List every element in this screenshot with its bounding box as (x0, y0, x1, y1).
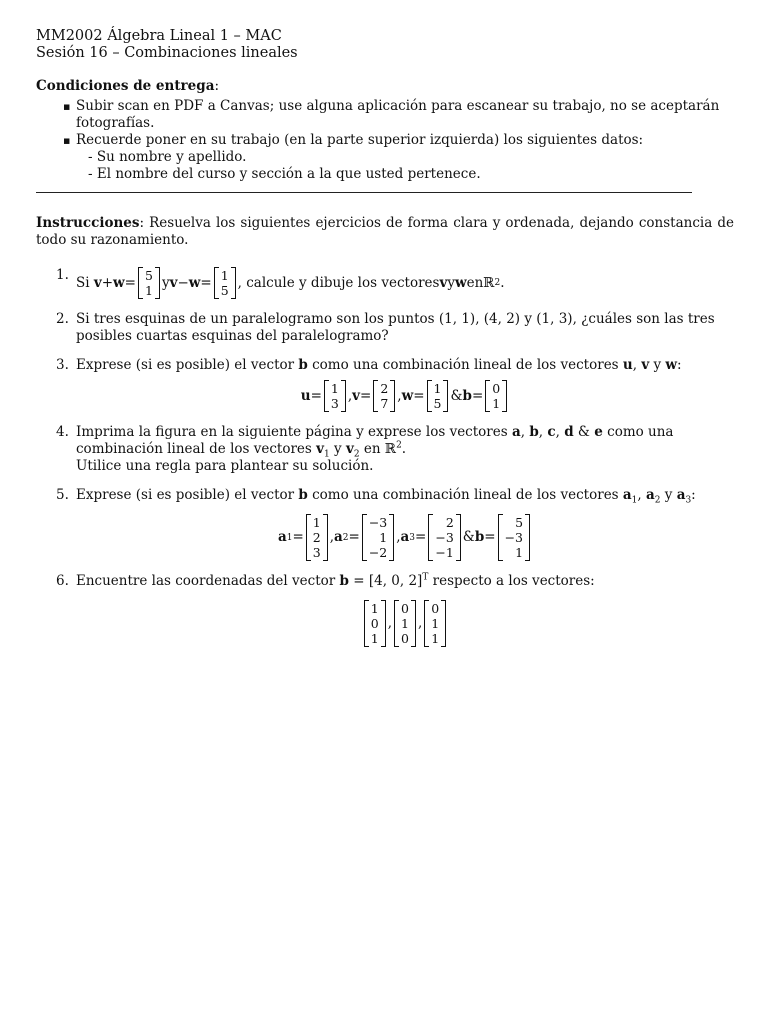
ex5-equation: a 1 = 1 2 3 , a 2 = −3 1 −2 , a 3 = 2 −3 −1 & b = 5 −3 1 (76, 514, 734, 561)
equals-sign: = (471, 387, 484, 404)
equals-sign: = (484, 529, 496, 545)
equals-sign: = (200, 274, 212, 291)
divider (36, 192, 692, 193)
matrix-basis-3: 0 1 1 (424, 600, 446, 647)
ex3-text: como una combinación lineal de los vectores (307, 357, 623, 373)
matrix-v-minus-w: 1 5 (214, 267, 236, 299)
instructions-text: : Resuelva los siguientes ejercicios de forma clara y ordenada, dejando constancia de todo su razonamiento. (36, 215, 734, 248)
ex3-equation (76, 380, 734, 412)
comma: , (555, 424, 565, 440)
ampersand: & (573, 424, 595, 440)
exercise-number: 4. (56, 424, 69, 440)
exercise-number: 3. (56, 357, 69, 373)
equals-sign: = (348, 529, 360, 545)
vector-v: v (352, 387, 361, 404)
separator: , (396, 529, 401, 545)
vector-b: b (298, 357, 308, 373)
separator: , (387, 615, 393, 631)
subscript: 1 (631, 495, 638, 506)
subscript: 3 (685, 495, 692, 506)
ex1-text: y (447, 274, 455, 291)
ex4-ruler-note: Utilice una regla para plantear su solución. (76, 458, 374, 474)
vector-w: w (188, 274, 201, 291)
matrix-basis-2: 0 1 0 (394, 600, 416, 647)
vector-v: v (316, 441, 324, 457)
ampersand: & (450, 387, 463, 404)
matrix-v: 2 7 (373, 380, 395, 412)
vector-a2: a (645, 487, 655, 503)
vector-b: b (339, 573, 349, 589)
ex5-text: y (660, 487, 677, 503)
period: . (500, 274, 505, 291)
exercise-number: 1. (56, 267, 69, 283)
plus-sign: + (101, 274, 114, 291)
ex1-text: Si (76, 274, 90, 291)
separator: , (397, 387, 402, 404)
vector-v: v (169, 274, 178, 291)
ex5-text: como una combinación lineal de los vectores (307, 487, 623, 503)
exercise-1: 1. Si v + w = 5 1 y v − w = 1 5 , calcule y dibuje los vectores v y w en ℝ 2 . (56, 267, 505, 298)
ex1-text: y (161, 274, 170, 291)
vector-c: c (547, 424, 556, 440)
course-title: MM2002 Álgebra Lineal 1 – MAC (36, 28, 282, 44)
conditions-list (36, 98, 734, 183)
period: . (401, 441, 407, 457)
real-space-symbol: ℝ (483, 274, 495, 291)
colon: : (677, 357, 682, 373)
comma: , (637, 487, 646, 503)
matrix-w: 1 5 (427, 380, 449, 412)
ex4-text: y (329, 441, 346, 457)
subscript: 1 (324, 449, 330, 460)
equals-sign: = (292, 529, 304, 545)
vector-b: b (529, 424, 539, 440)
exercise-number: 6. (56, 573, 69, 589)
ex2-text: Si tres esquinas de un paralelogramo son los puntos (1, 1), (4, 2) y (1, 3), ¿cuáles son las tres posibles cuartas esquinas del paralelogramo? (76, 311, 715, 344)
exercise-6 (36, 573, 734, 652)
condition-sub-item: - Su nombre y apellido. (88, 149, 247, 165)
equals-sign: = (310, 387, 322, 404)
vector-b: b (298, 487, 308, 503)
equals-sign: = (360, 387, 372, 404)
vector-d: d (564, 424, 574, 440)
ex3-text: y (649, 357, 666, 373)
vector-a3: a (676, 487, 686, 503)
subscript: 2 (353, 449, 360, 460)
exercise-3 (36, 357, 734, 412)
matrix-a3: 2 −3 −1 (428, 514, 460, 561)
ex1-text: , calcule y dibuje los vectores (237, 274, 440, 291)
matrix-b: 5 −3 1 (498, 514, 530, 561)
session-title: Sesión 16 – Combinaciones lineales (36, 45, 298, 61)
ex1-text: en (466, 274, 484, 291)
equals-sign: = (124, 274, 136, 291)
vector-w: w (113, 274, 125, 291)
condition-text: Recuerde poner en su trabajo (en la parte superior izquierda) los siguientes datos: (76, 132, 644, 148)
instructions (36, 215, 734, 249)
vector-e: e (594, 424, 603, 440)
equals-sign: = (415, 529, 427, 545)
vector-v: v (641, 357, 650, 373)
vector-b: b (462, 387, 472, 404)
vector-a2: a (334, 529, 343, 545)
exercise-number: 5. (56, 487, 69, 503)
minus-sign: − (177, 274, 189, 291)
vector-w: w (665, 357, 678, 373)
vector-w: w (401, 387, 414, 404)
instructions-label: Instrucciones (36, 215, 140, 231)
exercise-list (36, 267, 734, 652)
conditions-heading (36, 78, 734, 95)
exercise-number: 2. (56, 311, 69, 327)
vector-u: u (300, 387, 311, 404)
real-space-symbol: ℝ (384, 441, 397, 457)
matrix-a2: −3 1 −2 (362, 514, 394, 561)
comma: , (538, 424, 548, 440)
condition-sub-item: - El nombre del curso y sección a la que usted pertenece. (88, 166, 481, 182)
vector-w: w (454, 274, 467, 291)
matrix-a1: 1 2 3 (306, 514, 328, 561)
document-page (36, 28, 734, 664)
subscript: 2 (654, 495, 661, 506)
comma: , (632, 357, 642, 373)
separator: , (347, 387, 353, 404)
matrix-v-plus-w: 5 1 (138, 267, 160, 299)
matrix-b: 0 1 (485, 380, 507, 412)
exponent: 2 (396, 440, 402, 451)
ex6-text: respecto a los vectores: (428, 573, 595, 589)
vector-v: v (439, 274, 448, 291)
vector-a1: a (277, 529, 287, 545)
conditions-label: Condiciones de entrega (36, 78, 215, 94)
ampersand: & (462, 529, 475, 545)
condition-item: ▪ Subir scan en PDF a Canvas; use alguna aplicación para escanear su trabajo, no se aceptarán fotografías. (76, 98, 734, 132)
ex4-text: en (359, 441, 385, 457)
vector-a: a (511, 424, 521, 440)
comma: , (520, 424, 530, 440)
vector-b: b (474, 529, 485, 545)
vector-u: u (622, 357, 633, 373)
exercise-2 (36, 311, 734, 345)
matrix-u: 1 3 (324, 380, 346, 412)
ex6-vectors (76, 600, 734, 652)
exercise-4 (36, 424, 734, 475)
ex5-text: Exprese (si es posible) el vector (76, 487, 299, 503)
conditions-colon: : (214, 78, 220, 94)
ex3-text: Exprese (si es posible) el vector (76, 357, 299, 373)
transpose-symbol: T (422, 572, 429, 583)
vector-v: v (93, 274, 102, 291)
exercise-5 (36, 487, 734, 561)
vector-v: v (345, 441, 354, 457)
equals-sign: = (413, 387, 425, 404)
ex4-text: Imprima la figura en la siguiente página y exprese los vectores (76, 424, 512, 440)
matrix-basis-1: 1 0 1 (364, 600, 386, 647)
ex6-text: = [4, 0, 2] (348, 573, 423, 589)
ex6-text: Encuentre las coordenadas del vector (76, 573, 340, 589)
condition-item (76, 132, 734, 183)
vector-a1: a (622, 487, 632, 503)
ex4-text: como una combinación lineal de los vectores (76, 424, 674, 457)
colon: : (691, 487, 696, 503)
separator: , (329, 529, 335, 545)
separator: , (417, 615, 423, 631)
vector-a3: a (400, 529, 410, 545)
